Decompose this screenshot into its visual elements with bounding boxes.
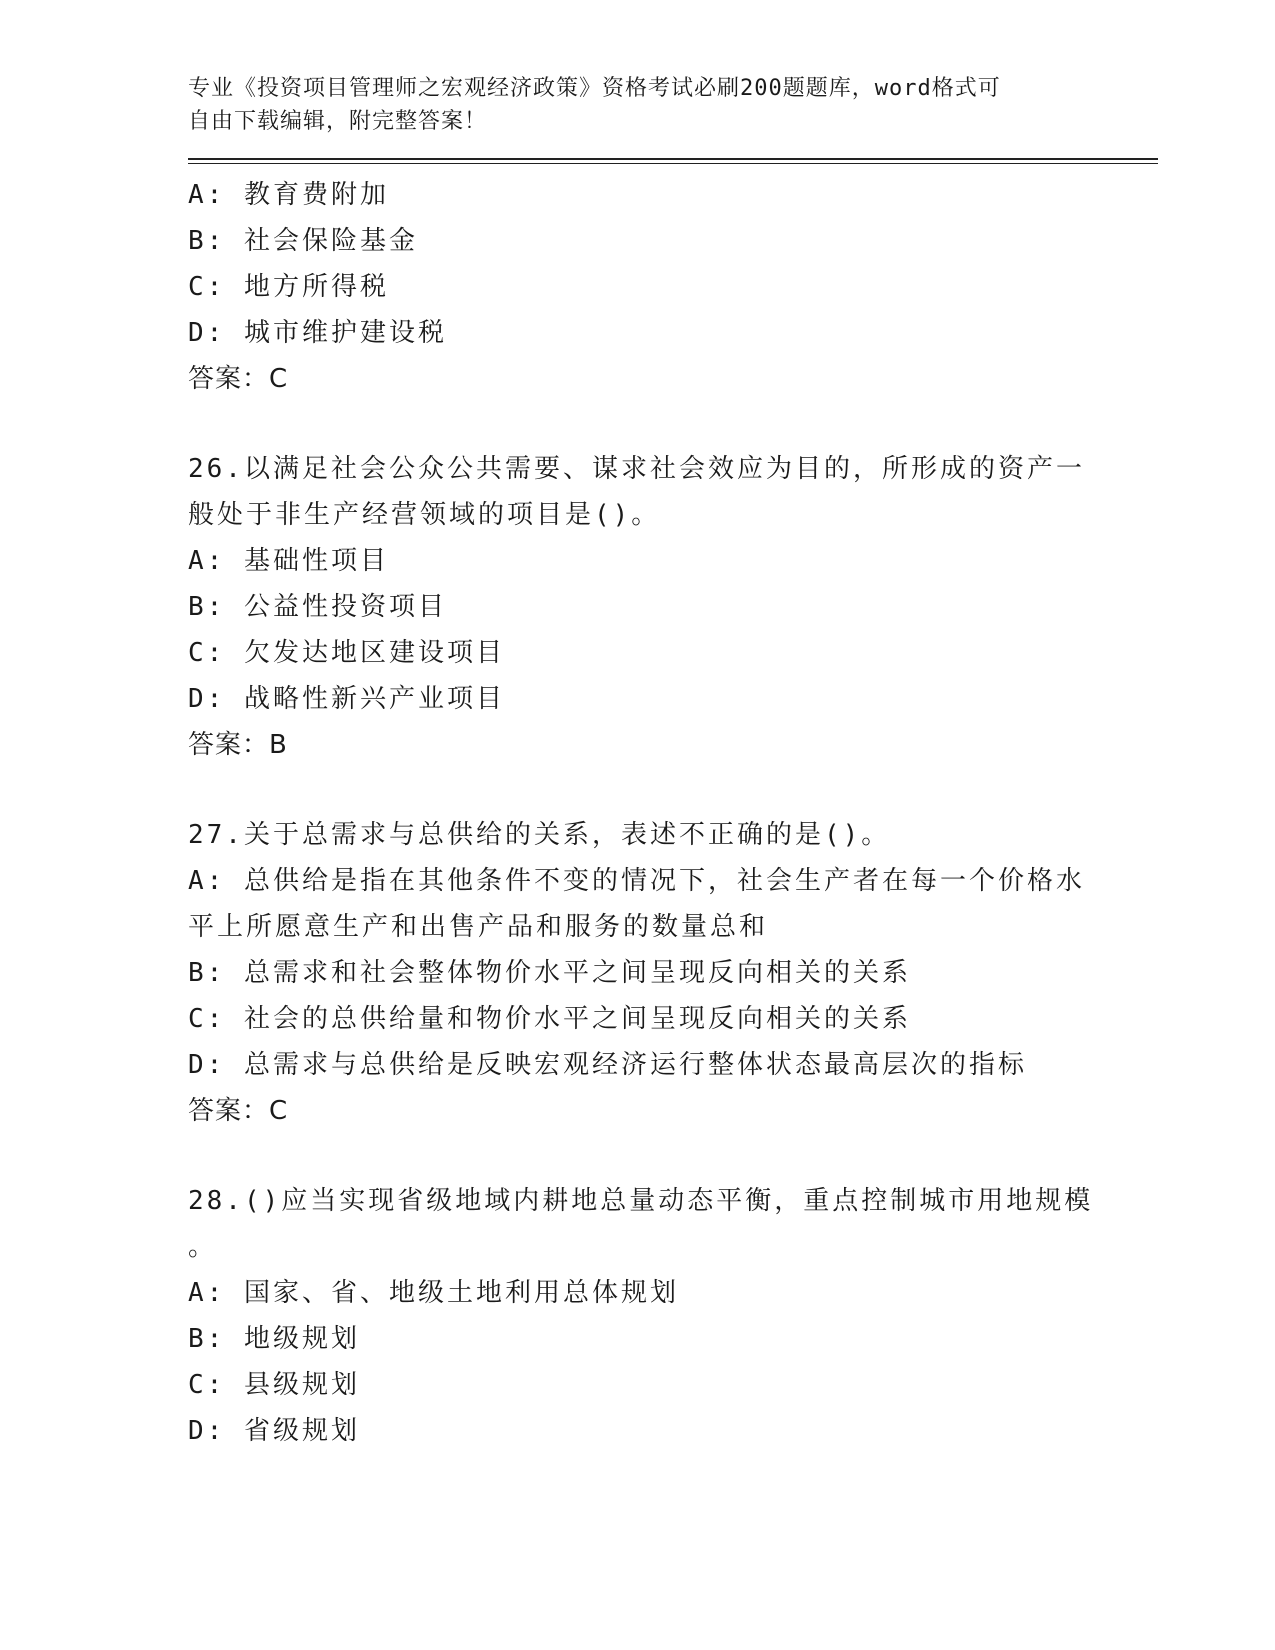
q27-option-c: C: 社会的总供给量和物价水平之间呈现反向相关的关系 <box>188 1004 911 1034</box>
q28-option-c: C: 县级规划 <box>188 1370 360 1400</box>
question-27 <box>188 812 1158 1134</box>
q27-answer: 答案：C <box>188 1096 289 1126</box>
header-divider <box>188 158 1158 164</box>
q26-answer: 答案：B <box>188 730 288 760</box>
q25-option-c: C: 地方所得税 <box>188 272 389 302</box>
q28-stem-line-1: 28.()应当实现省级地域内耕地总量动态平衡，重点控制城市用地规模 <box>188 1186 1094 1216</box>
q28-option-b: B: 地级规划 <box>188 1324 360 1354</box>
question-28 <box>188 1178 1158 1454</box>
q27-option-b: B: 总需求和社会整体物价水平之间呈现反向相关的关系 <box>188 958 911 988</box>
q28-stem-line-2: 。 <box>188 1232 218 1262</box>
document-header <box>188 72 1068 138</box>
q28-option-d: D: 省级规划 <box>188 1416 360 1446</box>
question-spacer <box>188 1134 1158 1178</box>
question-spacer <box>188 402 1158 446</box>
q25-option-a: A: 教育费附加 <box>188 180 389 210</box>
header-intro-line-2: 自由下载编辑，附完整答案！ <box>188 109 488 134</box>
q28-option-a: A: 国家、省、地级土地利用总体规划 <box>188 1278 679 1308</box>
question-26 <box>188 446 1158 768</box>
header-intro-line-1: 专业《投资项目管理师之宏观经济政策》资格考试必刷200题题库，word格式可 <box>188 76 1001 101</box>
q27-option-a-line-1: A: 总供给是指在其他条件不变的情况下，社会生产者在每一个价格水 <box>188 866 1085 896</box>
q26-option-c: C: 欠发达地区建设项目 <box>188 638 505 668</box>
q26-option-d: D: 战略性新兴产业项目 <box>188 684 505 714</box>
q26-stem-line-1: 26.以满足社会公众公共需要、谋求社会效应为目的，所形成的资产一 <box>188 454 1085 484</box>
question-list <box>188 172 1158 1454</box>
q25-option-d: D: 城市维护建设税 <box>188 318 447 348</box>
q26-stem-line-2: 般处于非生产经营领域的项目是()。 <box>188 500 661 530</box>
q25-answer: 答案：C <box>188 364 289 394</box>
q26-option-b: B: 公益性投资项目 <box>188 592 447 622</box>
q27-stem-line-1: 27.关于总需求与总供给的关系，表述不正确的是()。 <box>188 820 891 850</box>
question-25-tail <box>188 172 1158 402</box>
q25-option-b: B: 社会保险基金 <box>188 226 418 256</box>
document-page <box>188 72 1158 1454</box>
question-spacer <box>188 768 1158 812</box>
q27-option-d: D: 总需求与总供给是反映宏观经济运行整体状态最高层次的指标 <box>188 1050 1027 1080</box>
q26-option-a: A: 基础性项目 <box>188 546 389 576</box>
q27-option-a-line-2: 平上所愿意生产和出售产品和服务的数量总和 <box>188 912 769 942</box>
